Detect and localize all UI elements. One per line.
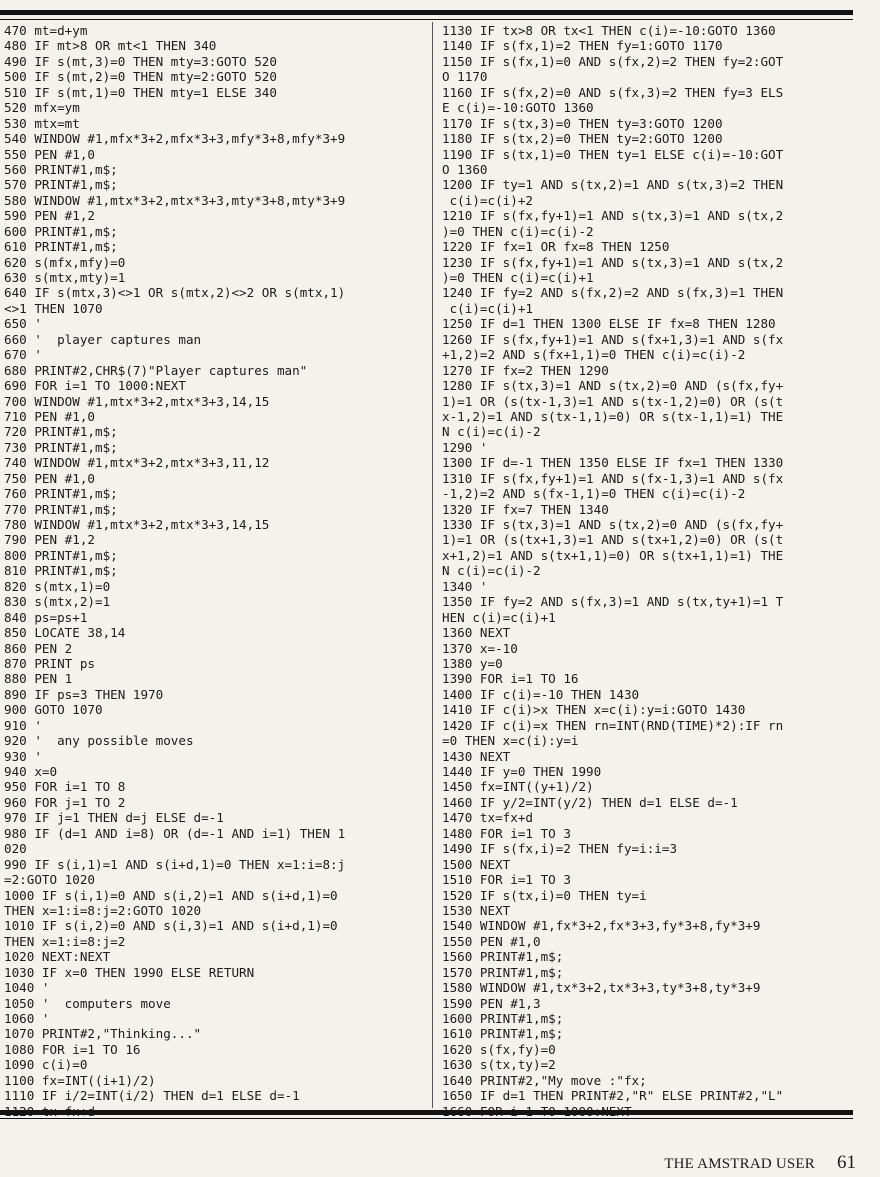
- code-line: +1,2)=2 AND s(fx+1,1)=0 THEN c(i)=c(i)-2: [442, 347, 746, 363]
- code-line: 850 LOCATE 38,14: [4, 625, 126, 641]
- code-line: 570 PRINT#1,m$;: [4, 177, 118, 193]
- code-line: 940 x=0: [4, 764, 58, 779]
- code-line: 480 IF mt>8 OR mt<1 THEN 340: [4, 38, 217, 54]
- code-line: 840 ps=ps+1: [4, 609, 88, 625]
- code-line: 870 PRINT ps: [4, 655, 95, 671]
- code-line: 550 PEN #1,0: [4, 146, 95, 162]
- code-line: 1610 PRINT#1,m$;: [442, 1026, 564, 1042]
- code-line: 580 WINDOW #1,mtx*3+2,mtx*3+3,mty*3+8,mty*3+9: [4, 192, 346, 208]
- code-line: 830 s(mtx,2)=1: [4, 594, 111, 610]
- code-line: 1260 IF s(fx,fy+1)=1 AND s(fx+1,3)=1 AND s(fx: [442, 331, 784, 347]
- code-line: O 1170: [442, 69, 488, 85]
- code-line: c(i)=c(i)+1: [442, 300, 533, 316]
- code-line: 500 IF s(mt,2)=0 THEN mty=2:GOTO 520: [4, 69, 277, 85]
- code-line: 860 PEN 2: [4, 640, 73, 656]
- code-line: THEN x=1:i=8:j=2:GOTO 1020: [4, 902, 202, 918]
- code-line: 1340 ': [442, 578, 488, 594]
- code-line: 640 IF s(mtx,3)<>1 OR s(mtx,2)<>2 OR s(mtx,1): [4, 285, 346, 301]
- code-line: 1570 PRINT#1,m$;: [442, 964, 564, 980]
- code-line: 1290 ': [442, 439, 488, 455]
- code-line: =2:GOTO 1020: [4, 872, 95, 888]
- code-line: 510 IF s(mt,1)=0 THEN mty=1 ELSE 340: [4, 84, 277, 100]
- code-line: 1470 tx=fx+d: [442, 810, 533, 826]
- code-line: 880 PEN 1: [4, 671, 73, 687]
- code-line: 1140 IF s(fx,1)=2 THEN fy=1:GOTO 1170: [442, 38, 723, 54]
- code-line: 1040 ': [4, 980, 50, 996]
- code-line: 1380 y=0: [442, 655, 503, 671]
- code-line: 760 PRINT#1,m$;: [4, 486, 118, 502]
- code-line: 1400 IF c(i)=-10 THEN 1430: [442, 686, 640, 702]
- code-line: 1310 IF s(fx,fy+1)=1 AND s(fx-1,3)=1 AND s(fx: [442, 470, 784, 486]
- code-line: 610 PRINT#1,m$;: [4, 239, 118, 255]
- code-line: 1540 WINDOW #1,fx*3+2,fx*3+3,fy*3+8,fy*3+9: [442, 918, 761, 934]
- code-line: HEN c(i)=c(i)+1: [442, 609, 556, 625]
- code-line: 490 IF s(mt,3)=0 THEN mty=3:GOTO 520: [4, 53, 277, 69]
- code-line: 1200 IF ty=1 AND s(tx,2)=1 AND s(tx,3)=2 THEN: [442, 177, 784, 193]
- code-line: 700 WINDOW #1,mtx*3+2,mtx*3+3,14,15: [4, 393, 270, 409]
- code-line: 1620 s(fx,fy)=0: [442, 1041, 556, 1057]
- code-line: 620 s(mfx,mfy)=0: [4, 254, 126, 270]
- code-line: 1590 PEN #1,3: [442, 995, 541, 1011]
- code-line: 540 WINDOW #1,mfx*3+2,mfx*3+3,mfy*3+8,mfy*3+9: [4, 131, 346, 147]
- bottom-rule-thick: [0, 1110, 853, 1115]
- code-line: 1480 FOR i=1 TO 3: [442, 825, 571, 841]
- code-line: 960 FOR j=1 TO 2: [4, 794, 126, 810]
- code-line: 1440 IF y=0 THEN 1990: [442, 764, 602, 779]
- code-line: 1270 IF fx=2 THEN 1290: [442, 362, 609, 378]
- code-line: 1)=1 OR (s(tx-1,3)=1 AND s(tx-1,2)=0) OR (s(t: [442, 393, 784, 409]
- code-line: 770 PRINT#1,m$;: [4, 501, 118, 517]
- code-line: 680 PRINT#2,CHR$(7)"Player captures man": [4, 362, 308, 378]
- code-line: x-1,2)=1 AND s(tx-1,1)=0) OR s(tx-1,1)=1) THE: [442, 408, 784, 424]
- code-line: 520 mfx=ym: [4, 100, 80, 116]
- code-line: 990 IF s(i,1)=1 AND s(i+d,1)=0 THEN x=1:i=8:j: [4, 856, 346, 872]
- code-line: 1180 IF s(tx,2)=0 THEN ty=2:GOTO 1200: [442, 131, 723, 147]
- code-line: 650 ': [4, 316, 42, 332]
- code-line: )=0 THEN c(i)=c(i)+1: [442, 270, 594, 285]
- code-line: 560 PRINT#1,m$;: [4, 161, 118, 177]
- code-line: 910 ': [4, 717, 42, 733]
- code-line: 1250 IF d=1 THEN 1300 ELSE IF fx=8 THEN 1280: [442, 316, 776, 332]
- code-line: 1420 IF c(i)=x THEN rn=INT(RND(TIME)*2):IF rn: [442, 717, 784, 733]
- code-line: 470 mt=d+ym: [4, 23, 88, 38]
- code-line: 1050 ' computers move: [4, 995, 171, 1011]
- code-line: 1430 NEXT: [442, 748, 511, 764]
- listing-column-right: [442, 23, 854, 1119]
- code-line: <>1 THEN 1070: [4, 300, 103, 316]
- code-line: 1490 IF s(fx,i)=2 THEN fy=i:i=3: [442, 841, 678, 857]
- code-line: 1160 IF s(fx,2)=0 AND s(fx,3)=2 THEN fy=3 ELS: [442, 84, 784, 100]
- code-line: 1)=1 OR (s(tx+1,3)=1 AND s(tx+1,2)=0) OR (s(t: [442, 532, 784, 548]
- code-line: 1600 PRINT#1,m$;: [442, 1011, 564, 1026]
- code-line: 790 PEN #1,2: [4, 532, 95, 548]
- top-rule-thick: [0, 10, 853, 15]
- code-line: 1100 fx=INT((i+1)/2): [4, 1072, 156, 1088]
- code-line: 1350 IF fy=2 AND s(fx,3)=1 AND s(tx,ty+1)=1 T: [442, 594, 784, 610]
- code-line: 930 ': [4, 748, 42, 764]
- code-line: 1560 PRINT#1,m$;: [442, 949, 564, 965]
- code-line: 1390 FOR i=1 TO 16: [442, 671, 579, 687]
- code-line: 600 PRINT#1,m$;: [4, 223, 118, 239]
- code-line: 1230 IF s(fx,fy+1)=1 AND s(tx,3)=1 AND s(tx,2: [442, 254, 784, 270]
- code-line: 1550 PEN #1,0: [442, 933, 541, 949]
- magazine-name: THE AMSTRAD USER: [664, 1156, 815, 1172]
- code-line: 690 FOR i=1 TO 1000:NEXT: [4, 378, 186, 394]
- code-line: )=0 THEN c(i)=c(i)-2: [442, 223, 594, 239]
- code-line: 1510 FOR i=1 TO 3: [442, 872, 571, 888]
- code-line: c(i)=c(i)+2: [442, 192, 533, 208]
- code-line: 1630 s(tx,ty)=2: [442, 1057, 556, 1073]
- code-line: 530 mtx=mt: [4, 115, 80, 131]
- column-divider: [432, 22, 433, 1108]
- code-line: 1170 IF s(tx,3)=0 THEN ty=3:GOTO 1200: [442, 115, 723, 131]
- code-line: 720 PRINT#1,m$;: [4, 424, 118, 440]
- code-line: 1530 NEXT: [442, 902, 511, 918]
- code-line: 1460 IF y/2=INT(y/2) THEN d=1 ELSE d=-1: [442, 794, 738, 810]
- code-line: 1210 IF s(fx,fy+1)=1 AND s(tx,3)=1 AND s(tx,2: [442, 208, 784, 224]
- code-line: N c(i)=c(i)-2: [442, 563, 541, 579]
- code-line: 1500 NEXT: [442, 856, 511, 872]
- code-line: E c(i)=-10:GOTO 1360: [442, 100, 594, 116]
- code-line: 1010 IF s(i,2)=0 AND s(i,3)=1 AND s(i+d,1)=0: [4, 918, 338, 934]
- code-line: 1410 IF c(i)>x THEN x=c(i):y=i:GOTO 1430: [442, 702, 746, 718]
- code-line: =0 THEN x=c(i):y=i: [442, 733, 579, 749]
- code-line: 1110 IF i/2=INT(i/2) THEN d=1 ELSE d=-1: [4, 1088, 300, 1104]
- code-line: 970 IF j=1 THEN d=j ELSE d=-1: [4, 810, 224, 826]
- code-line: 1240 IF fy=2 AND s(fx,2)=2 AND s(fx,3)=1 THEN: [442, 285, 784, 301]
- code-line: 820 s(mtx,1)=0: [4, 578, 111, 594]
- code-line: 730 PRINT#1,m$;: [4, 439, 118, 455]
- code-line: 920 ' any possible moves: [4, 733, 194, 749]
- code-line: 1000 IF s(i,1)=0 AND s(i,2)=1 AND s(i+d,1)=0: [4, 887, 338, 903]
- code-line: 890 IF ps=3 THEN 1970: [4, 686, 164, 702]
- code-line: 1090 c(i)=0: [4, 1057, 88, 1073]
- code-line: 1060 ': [4, 1011, 50, 1026]
- page-footer: [664, 1152, 856, 1174]
- code-line: 810 PRINT#1,m$;: [4, 563, 118, 579]
- code-line: 750 PEN #1,0: [4, 470, 95, 486]
- code-line: 1580 WINDOW #1,tx*3+2,tx*3+3,ty*3+8,ty*3+9: [442, 980, 761, 996]
- code-line: 1320 IF fx=7 THEN 1340: [442, 501, 609, 517]
- top-rule-thin: [0, 19, 853, 20]
- code-line: 660 ' player captures man: [4, 331, 202, 347]
- code-line: 590 PEN #1,2: [4, 208, 95, 224]
- code-line: 1640 PRINT#2,"My move :"fx;: [442, 1072, 647, 1088]
- code-line: 1220 IF fx=1 OR fx=8 THEN 1250: [442, 239, 670, 255]
- code-line: 1300 IF d=-1 THEN 1350 ELSE IF fx=1 THEN 1330: [442, 455, 784, 471]
- code-line: 1520 IF s(tx,i)=0 THEN ty=i: [442, 887, 647, 903]
- code-line: 800 PRINT#1,m$;: [4, 547, 118, 563]
- code-line: 1360 NEXT: [442, 625, 511, 641]
- code-line: 740 WINDOW #1,mtx*3+2,mtx*3+3,11,12: [4, 455, 270, 471]
- code-line: 020: [4, 841, 27, 857]
- listing-column-left: [4, 23, 428, 1119]
- code-line: 780 WINDOW #1,mtx*3+2,mtx*3+3,14,15: [4, 517, 270, 532]
- code-line: 1030 IF x=0 THEN 1990 ELSE RETURN: [4, 964, 255, 980]
- code-line: 1330 IF s(tx,3)=1 AND s(tx,2)=0 AND (s(fx,fy+: [442, 517, 784, 532]
- code-line: 950 FOR i=1 TO 8: [4, 779, 126, 795]
- code-line: 1020 NEXT:NEXT: [4, 949, 111, 965]
- code-line: 1370 x=-10: [442, 640, 518, 656]
- code-line: 1080 FOR i=1 TO 16: [4, 1041, 141, 1057]
- code-line: 670 ': [4, 347, 42, 363]
- page-number: 61: [837, 1152, 856, 1173]
- bottom-rule-thin: [0, 1118, 853, 1119]
- code-line: 1150 IF s(fx,1)=0 AND s(fx,2)=2 THEN fy=2:GOT: [442, 53, 784, 69]
- code-line: 630 s(mtx,mty)=1: [4, 270, 126, 285]
- code-line: 1280 IF s(tx,3)=1 AND s(tx,2)=0 AND (s(fx,fy+: [442, 378, 784, 394]
- code-line: 900 GOTO 1070: [4, 702, 103, 718]
- code-line: -1,2)=2 AND s(fx-1,1)=0 THEN c(i)=c(i)-2: [442, 486, 746, 502]
- code-line: 1650 IF d=1 THEN PRINT#2,"R" ELSE PRINT#2,"L": [442, 1088, 784, 1104]
- code-line: 1070 PRINT#2,"Thinking...": [4, 1026, 202, 1042]
- code-line: 1130 IF tx>8 OR tx<1 THEN c(i)=-10:GOTO 1360: [442, 23, 776, 38]
- code-line: x+1,2)=1 AND s(tx+1,1)=0) OR s(tx+1,1)=1) THE: [442, 547, 784, 563]
- code-line: O 1360: [442, 161, 488, 177]
- code-line: 1190 IF s(tx,1)=0 THEN ty=1 ELSE c(i)=-10:GOT: [442, 146, 784, 162]
- code-line: 710 PEN #1,0: [4, 408, 95, 424]
- code-line: 980 IF (d=1 AND i=8) OR (d=-1 AND i=1) THEN 1: [4, 825, 346, 841]
- code-line: 1450 fx=INT((y+1)/2): [442, 779, 594, 795]
- code-line: N c(i)=c(i)-2: [442, 424, 541, 440]
- code-line: THEN x=1:i=8:j=2: [4, 933, 126, 949]
